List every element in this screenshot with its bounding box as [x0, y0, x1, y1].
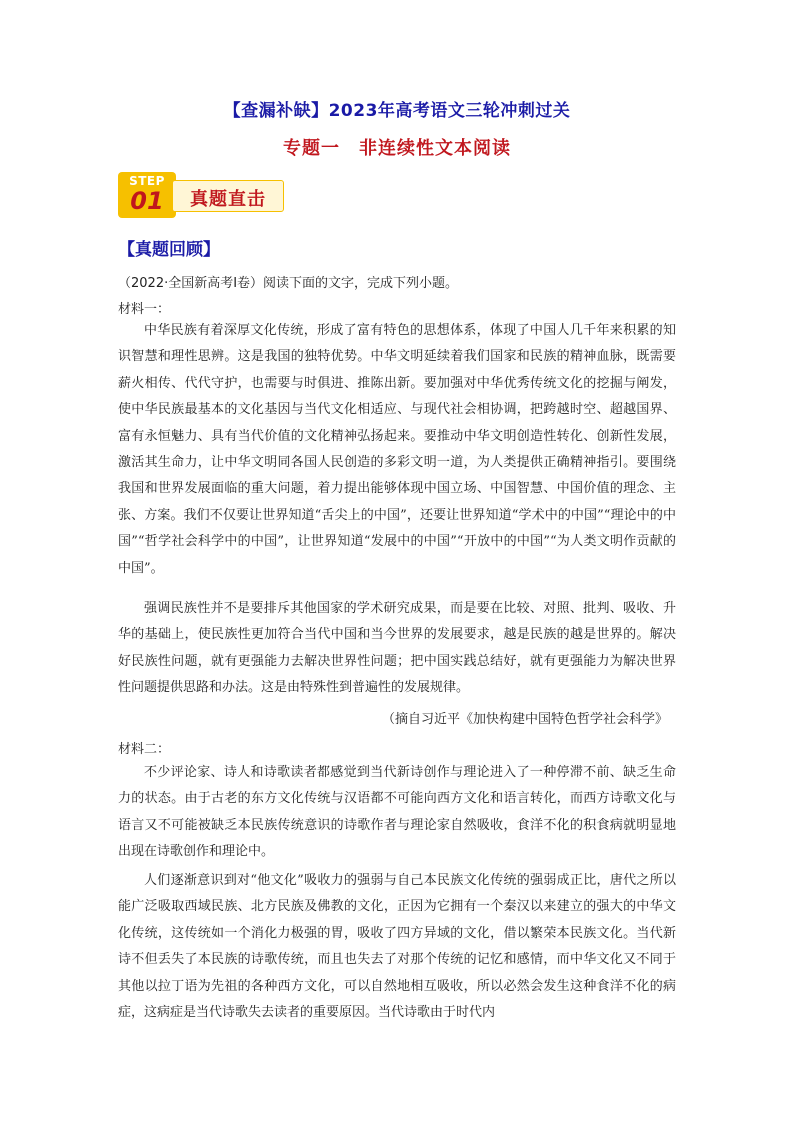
step-badge: [118, 172, 284, 218]
material-two-paragraph-2: 人们逐渐意识到对“他文化”吸收力的强弱与自己本民族文化传统的强弱成正比，唐代之所以能广泛吸取西域民族、北方民族及佛教的文化，正因为它拥有一个秦汉以来建立的强大的中华文化传统，这传统如一个消化力极强的胃，吸收了四方异域的文化，借以繁荣本民族文化。当代新诗不但丢失了本民族的诗歌传统，而且也失去了对那个传统的记忆和感情，而中华文化又不同于其他以拉丁语为先祖的各种西方文化，可以自然地相互吸收，所以必然会发生这种食洋不化的病症，这病症是当代诗歌失去读者的重要原因。当代诗歌由于时代内: [118, 873, 676, 1021]
document-subtitle: 专题一 非连续性文本阅读: [283, 138, 511, 159]
step-label: 真题直击: [190, 189, 266, 210]
document-title: 【查漏补缺】2023年高考语文三轮冲刺过关: [223, 101, 571, 121]
question-intro: （2022·全国新高考Ⅰ卷）阅读下面的文字，完成下列小题。: [118, 276, 459, 291]
step-number: 01: [130, 187, 164, 215]
material-two-label: 材料二：: [118, 742, 171, 757]
step-word: STEP: [129, 174, 165, 188]
material-two-paragraph-1: 不少评论家、诗人和诗歌读者都感觉到当代新诗创作与理论进入了一种停滞不前、缺乏生命力的状态。由于古老的东方文化传统与汉语都不可能向西方文化和语言转化，而西方诗歌文化与语言又不可能被缺乏本民族传统意识的诗歌作者与理论家自然吸收，食洋不化的积食病就明显地出现在诗歌创作和理论中。: [118, 765, 676, 860]
material-one-citation: （摘自习近平《加快构建中国特色哲学社会科学》: [381, 712, 668, 727]
material-one-paragraph-2: 强调民族性并不是要排斥其他国家的学术研究成果，而是要在比较、对照、批判、吸收、升华的基础上，使民族性更加符合当代中国和当今世界的发展要求，越是民族的越是世界的。解决好民族性问题，就有更强能力去解决世界性问题；把中国实践总结好，就有更强能力为解决世界性问题提供思路和办法。这是由特殊性到普遍性的发展规律。: [118, 601, 676, 696]
step-label-box: [172, 180, 284, 212]
step-number-box: [118, 172, 176, 218]
material-one-label: 材料一：: [118, 302, 171, 317]
material-one-paragraph-1: 中华民族有着深厚文化传统，形成了富有特色的思想体系，体现了中国人几千年来积累的知识智慧和理性思辨。这是我国的独特优势。中华文明延续着我们国家和民族的精神血脉，既需要薪火相传、代代守护，也需要与时俱进、推陈出新。要加强对中华优秀传统文化的挖掘与阐发，使中华民族最基本的文化基因与当代文化相适应、与现代社会相协调，把跨越时空、超越国界、富有永恒魅力、具有当代价值的文化精神弘扬起来。要推动中华文明创造性转化、创新性发展，激活其生命力，让中华文明同各国人民创造的多彩文明一道，为人类提供正确精神指引。要围绕我国和世界发展面临的重大问题，着力提出能够体现中国立场、中国智慧、中国价值的理念、主张、方案。我们不仅要让世界知道“舌尖上的中国”，还要让世界知道“学术中的中国”“理论中的中国”“哲学社会科学中的中国”，让世界知道“发展中的中国”“开放中的中国”“为人类文明作贡献的中国”。: [118, 323, 676, 576]
section-heading: 【真题回顾】: [118, 240, 220, 260]
